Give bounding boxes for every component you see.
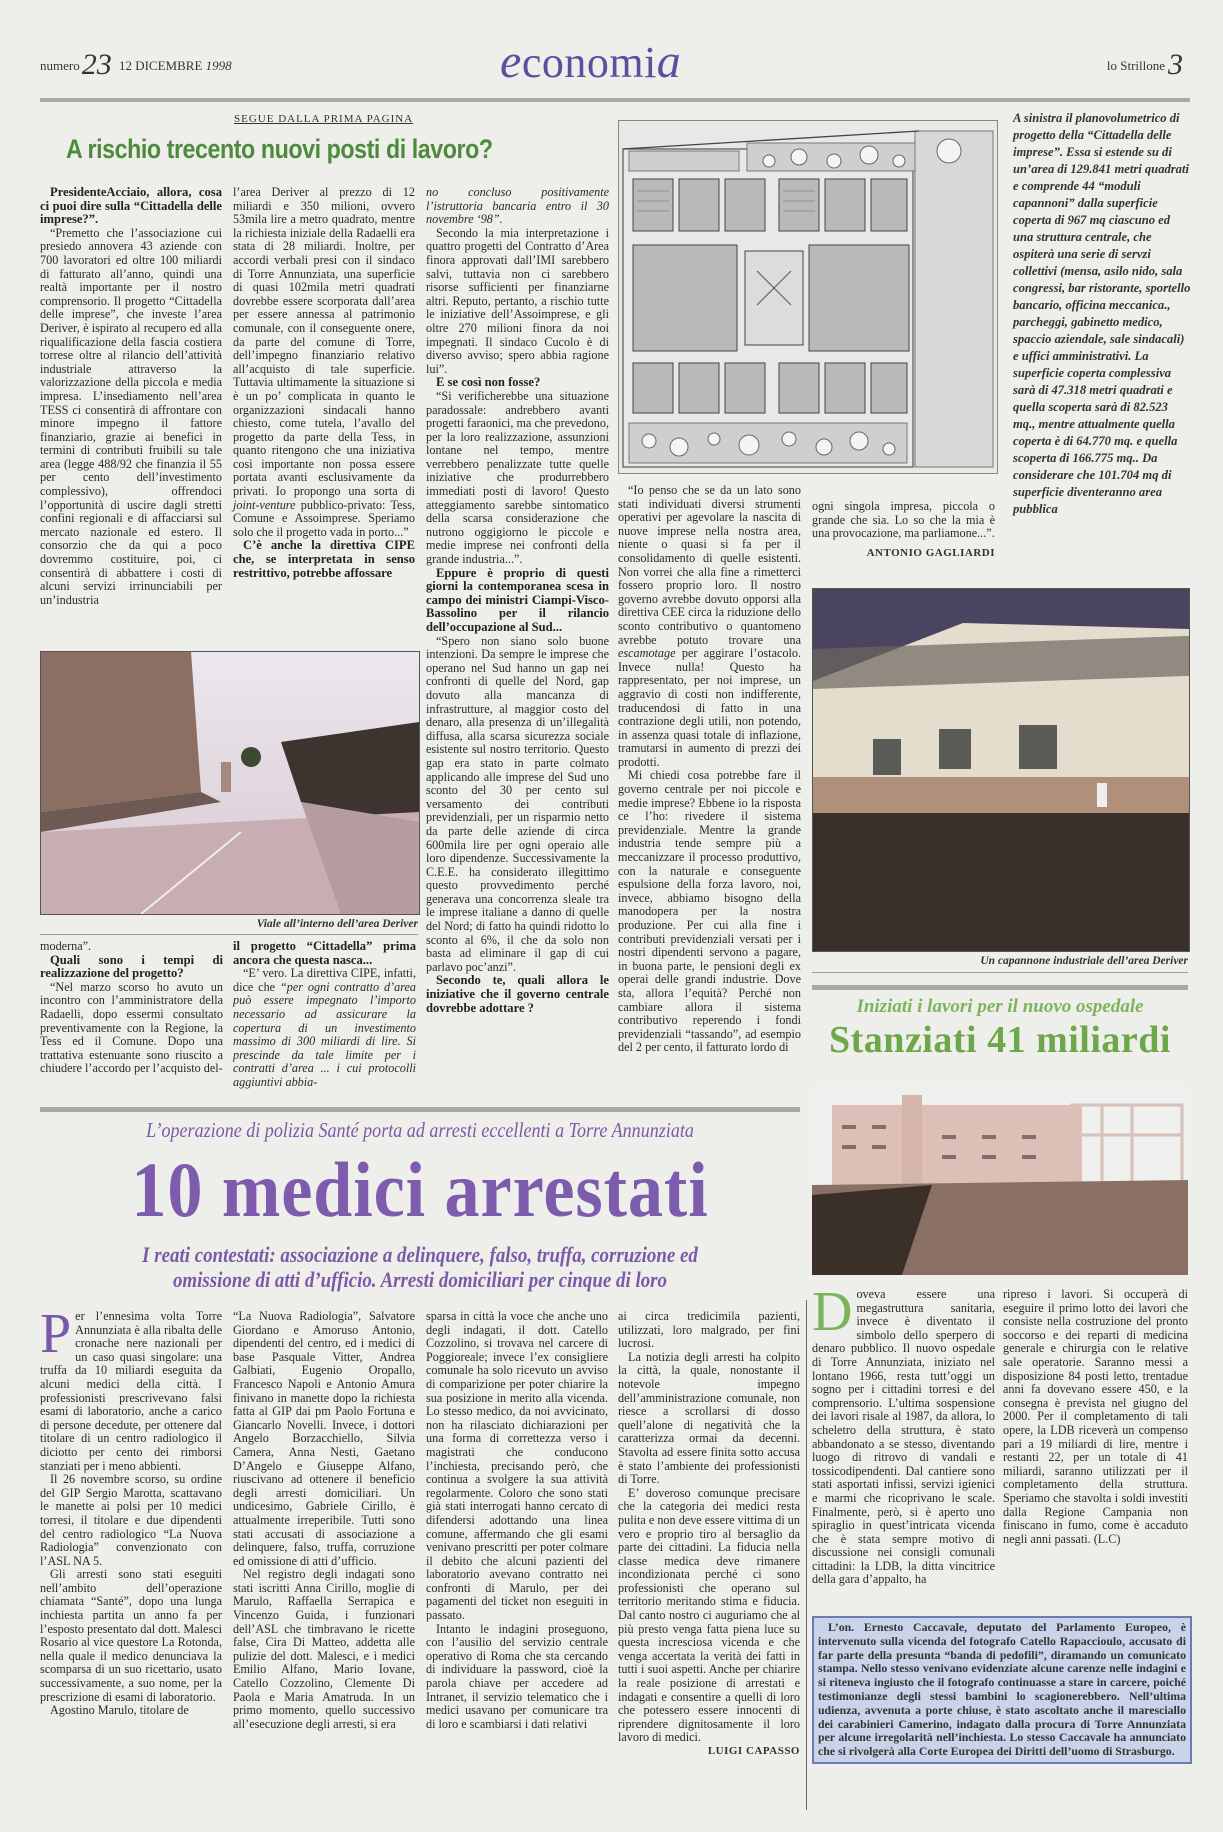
article2-col1 bbox=[40, 1303, 222, 1718]
text: oveva essere una megastruttura sanitaria, invece è diventato il simbolo dello sperpero di denaro pubblico. Il nuovo ospedale di Torre Annunziata, iniziato nel lontano 1966, resta tutt’oggi un sogno per i cittadini torresi e del comprensorio. L’ultima sospensione dei lavori risale al 1987, da allora, lo scheletro della struttura, è stato abbandonato a se stesso, diventando luogo di ritrovo di vandali e tossicodipendenti. Dal cantiere sono stati asportati infissi, servizi igienici e marmi che ricoprivano le scale. Finalmente, però, si è aperto uno spiraglio in quest’intricata vicenda che è stata sempre motivo di discussione nei consigli comunali cittadini: la LDB, la ditta vincitrice della gara d’appalto, ha bbox=[812, 1287, 995, 1587]
emphasis: joint-venture bbox=[233, 497, 296, 512]
text: “E’ vero. La direttiva CIPE, infatti, dice che bbox=[233, 966, 416, 994]
section-title-last: a bbox=[656, 35, 682, 88]
article3-rule bbox=[812, 985, 1188, 990]
paragraph: ogni singola impresa, piccola o grande che sia. Lo so che la mia è una provocazione, ma parliamone...”. bbox=[812, 499, 995, 541]
section-title bbox=[500, 34, 681, 89]
issue-year: 1998 bbox=[205, 58, 232, 73]
paragraph: sparsa in città la voce che anche uno degli indagati, il dott. Catello Cozzolino, si trovava nel carcere di Poggioreale; invece l’ex consigliere comunale ha solo ricevuto un avviso di comparizione per poter chiarire la sua posizione in merito alla vicenda. Lo stesso medico, da noi avvicinato, non ha rilasciato dichiarazioni per una forma di correttezza verso i magistrati che conducono l’inchiesta, precisando però, che continua a svolgere la sua attività regolarmente. Coloro che sono stati già stati interrogati hanno cercato di difendersi adottando una linea comune, affermando che gli esami venivano prescritti per poter colmare il debito che alcuni pazienti del laboratorio avevano contratto nei confronti di Marulo, per dei pagamenti del ticket non eseguiti in passato. bbox=[426, 1309, 608, 1623]
paragraph: Gli arresti sono stati eseguiti nell’ambito dell’operazione chiamata “Santé”, dopo una lunga inchiesta partita un anno fa per l’esposto presentato dal dott. Malesci Rosario al vice questore La Rotonda, nella quale il medico denunciava la scomparsa di un suo ricettario, usato successivamente, a suo nome, per la prescrizione di esami di laboratorio. bbox=[40, 1567, 222, 1704]
paragraph bbox=[233, 186, 415, 539]
photo1-caption: Viale all’interno dell’area Deriver bbox=[256, 918, 418, 930]
paragraph bbox=[233, 967, 416, 1089]
text: per aggirare l’ostacolo. Invece nulla! Questo ha rappresentato, per noi imprese, un aggravio di costi non indifferente, traducendosi di fatto in una contrazione degli utili, non potendo, in assenza quasi totale di inflazione, tramutarsi in aumento di prezzi dei prodotti. bbox=[618, 646, 802, 769]
issue-info bbox=[40, 48, 232, 82]
article1-col3 bbox=[426, 186, 609, 1015]
caption-rule bbox=[812, 972, 1188, 973]
byline: LUIGI CAPASSO bbox=[707, 1745, 800, 1757]
emphasis: “per ogni contratto d’area può essere impegnato l’importo necessario ad assicurare la copertura di un investimento massimo di 300 miliardi di lire. Si prescinde da tale limite per i contratti d’area ... i cui protocolli aggiuntivi abbia- bbox=[233, 979, 417, 1089]
paragraph: “Nel marzo scorso ho avuto un incontro con l’amministratore della Radaelli, dopo essermi consultato preventivamente con la Regione, la Tess ed il Comune. Dopo una trattativa estenuante sono riuscito a chiudere l’accordo per l’acquisto del- bbox=[40, 979, 223, 1076]
paragraph: “La Nuova Radiologia”, Salvatore Giordano e Amoruso Antonio, dipendenti del centro, ed i medici di base Pasquale Vitter, Andrea Galbiati, Eugenio Oropallo, Francesco Napoli e Antonio Amura finivano in manette dopo la richiesta fatta al GIP dai pm Paolo Fortuna e Giancarlo Novelli. Invece, i dottori Angelo Borzacchiello, Silvia Camera, Anna Nesti, Gaetano D’Angelo e Giuseppe Alfano, riuscivano ad ottenere il beneficio degli arresti domiciliari. Un undicesimo, Gabriele Cirillo, è attualmente irreperibile. Tutti sono stati accusati di associazione a delinquere, falso, truffa, corruzione ed omissione di atti d’ufficio. bbox=[233, 1309, 415, 1568]
photo-hospital-image bbox=[812, 1085, 1188, 1275]
paragraph: ai circa tredicimila pazienti, utilizzati, loro malgrado, per fini lucrosi. bbox=[618, 1309, 800, 1351]
paragraph: “Si verificherebbe una situazione paradossale: andrebbero avanti progetti faraonici, ma che prevedono, per la loro realizzazione, assunzioni lontane nel tempo, mentre verrebbero penalizzate tutte quelle iniziative che produrrebbero immediati posti di lavoro! Questo atteggiamento sarebbe sintomatico della scarsa considerazione che nutrono oggigiorno le piccole e medie imprese nei confronti della grande industria...”. bbox=[426, 388, 609, 567]
interview-question: PresidenteAcciaio, allora, cosa ci puoi dire sulla “Cittadella delle imprese?”. bbox=[40, 185, 222, 227]
paragraph: Mi chiedi cosa potrebbe fare il governo centrale per noi piccole e medie imprese? Ebbene io la risposta ce l’ho: rivedere il sistema previdenziale. Mentre la grande industria tende sempre più a meccanizzare il processo produttivo, con la naturale e conseguente espulsione della forza lavoro, noi, invece, abbiamo bisogno della manodopera per la nostra produzione. Per cui alla fine i contributi previdenziali versati per i nostri dipendenti servono a pagare, in buona parte, le pensioni degli ex operai delle grandi industrie. Dove sta, allora l’equità? Perché non cambiare allora il sistema contributivo reperendo i fondi previdenziali “tassando”, ad esempio del 2 per cento, il fatturato lordo di bbox=[618, 768, 801, 1055]
paragraph: Intanto le indagini proseguono, con l’ausilio del servizio centrale operativo di Roma che sta cercando di individuare la password, cioè la parola chiave per accedere ad Intranet, il servizio telematico che i medici usavano per comunicare tra di loro e scambiarsi i dati relativi bbox=[426, 1621, 608, 1731]
article1-headline: A rischio trecento nuovi posti di lavoro? bbox=[66, 134, 493, 164]
article3-headline: Stanziati 41 miliardi bbox=[829, 1019, 1171, 1061]
paper-info bbox=[1107, 48, 1183, 82]
article2-subheadline: I reati contestati: associazione a delinquere, falso, truffa, corruzione ed omissione di atti d’ufficio. Arresti domiciliari per cinque di loro bbox=[142, 1242, 698, 1292]
text: l’area Deriver al prezzo di 12 miliardi e 350 milioni, ovvero 53mila lire a metro quadrato, mentre la richiesta iniziale della Radaelli era stata di 28 miliardi. Inoltre, per accordi verbali presi con il sindaco di Torre Annunziata, una superficie di quasi 102mila metri quadrati dovrebbe essere scorporata dall’area per essere annessa al patrimonio comunale, con il conseguente onere, da parte del comune di Torre, dell’impegno finanziario relativo all’acquisto di tale superficie. Tuttavia ultimamente la situazione si è un po’ complicata in quanto le organizzazioni sindacali hanno chiesto, come tutela, l’avallo del progetto da parte della Tess, in quanto ritengono che una iniziativa così importante non possa essere portata avanti esclusivamente da privati. Io propongo una sorta di bbox=[233, 185, 415, 499]
caption-rule bbox=[40, 934, 418, 935]
text: er l’ennesima volta Torre Annunziata è alla ribalta delle cronache nere nazionali per un caso quasi singolare: una truffa da 10 miliardi eseguita da alcuni medici della città. I professionisti prescrivevano falsi esami di laboratorio, anche a carico di persone decedute, per ottenere dal titolare di un centro radiologico il diciotto per cento dei rimborsi stanziati per i meno abbienti. bbox=[40, 1309, 222, 1473]
interview-question: Secondo te, quali allora le iniziative che il governo centrale dovrebbe adottare ? bbox=[426, 973, 609, 1015]
photo-industrial-shed-image bbox=[813, 589, 1189, 951]
header-rule bbox=[40, 98, 1190, 102]
paragraph: ripreso i lavori. Si occuperà di eseguire il primo lotto dei lavori che consiste nella costruzione del pronto soccorso e dei reparti di medicina generale e chirurgia con le relative sale operatorie. Saranno messi a disposizione 84 posti letto, trentadue anni fa dovevano essere 450, e la consegna è prevista nel giugno del 2000. Per il completamento di tali opere, la LDB riceverà un compenso pari a 19 miliardi di lire, mentre i restanti 22, per un totale di 41 miliardi, saranno utilizzati per il completamento della struttura. Speriamo che stavolta i soldi investiti dalla Regione Campania non finiscano in fumo, come è accaduto negli anni passati. (L.C) bbox=[1003, 1287, 1188, 1546]
paragraph: moderna”. bbox=[40, 939, 92, 953]
issue-number: 23 bbox=[81, 48, 112, 81]
article1-col2 bbox=[233, 186, 415, 580]
issue-date: 12 DICEMBRE bbox=[118, 58, 203, 73]
paragraph: La notizia degli arresti ha colpito la città, la quale, nonostante il notevole impegno dell’amministrazione comunale, non riesce a scrollarsi di dosso quell’alone di negatività che la caratterizza ormai da decenni. Stavolta ad essere finita sotto accusa è stato l’ambiente dei professionisti di Torre. bbox=[618, 1349, 800, 1487]
article2-col3 bbox=[426, 1310, 608, 1731]
interview-question: E se così non fosse? bbox=[436, 375, 541, 390]
emphasis: no concluso positivamente l’istruttoria bancaria entro il 30 novembre ‘98”. bbox=[426, 185, 609, 227]
page-number: 3 bbox=[1168, 48, 1183, 81]
dropcap: P bbox=[40, 1303, 72, 1365]
article1-col4 bbox=[618, 484, 801, 1055]
article2-headline: 10 medici arrestati bbox=[131, 1146, 709, 1233]
article2-kicker: L’operazione di polizia Santé porta ad arresti eccellenti a Torre Annunziata bbox=[146, 1118, 694, 1142]
paper-name: lo Strillone bbox=[1106, 58, 1165, 73]
interview-question: Quali sono i tempi di realizzazione del progetto? bbox=[40, 952, 223, 981]
interview-question: il progetto “Cittadella” prima ancora che questa nasca... bbox=[233, 939, 416, 967]
section-title-first: e bbox=[500, 35, 522, 88]
article1-kicker: SEGUE DALLA PRIMA PAGINA bbox=[234, 113, 414, 125]
photo-deriver-avenue-image bbox=[41, 652, 419, 914]
paragraph bbox=[812, 1281, 995, 1587]
article3-col2 bbox=[1003, 1288, 1188, 1546]
article1-bottom-col2 bbox=[233, 940, 416, 1090]
column-divider bbox=[806, 1300, 807, 1810]
article3-col1 bbox=[812, 1281, 995, 1587]
paragraph bbox=[618, 484, 801, 769]
text: pubblico-privato: Tess, Comune e Assoimprese. Speriamo solo che il progetto vada in porto...” bbox=[233, 497, 415, 539]
article2-col2 bbox=[233, 1310, 415, 1731]
article3-kicker: Iniziati i lavori per il nuovo ospedale bbox=[856, 996, 1144, 1017]
paragraph: “Premetto che l’associazione cui presiedo annovera 43 aziende con 700 lavoratori ed oltre 100 miliardi di fatturato all’anno, quindi una realtà importante per il nostro comprensorio. Il progetto “Cittadella delle imprese”, che investe l’area Deriver, è ispirato al recupero ed alla riqualificazione della fascia costiera torrese oltre al rilancio dell’attività industriale attraverso la valorizzazione della piccola e media impresa. L’insediamento nell’area TESS ci consentirà di affrontare con minore impegno il fattore finanziario, grazie ai benefici in termini di contributi fruibili su tale area (legge 488/92 che finanzia il 55 per cento dell’investimento complessivo), offrendoci l’opportunità di uscire dagli stretti confini regionali e di affacciarsi sul mercato nazionale ed estero. Il consorzio che da qui a poco dovremmo costituire, poi, ci consentirà di abbattere i costi di alcuni servizi irrinunciabili per un’industria bbox=[40, 225, 222, 607]
article2-col4 bbox=[618, 1310, 800, 1759]
boxed-note bbox=[812, 1616, 1192, 1764]
site-plan-drawing bbox=[618, 120, 998, 474]
boxed-note-text: L’on. Ernesto Caccavale, deputato del Parlamento Europeo, è intervenuto sulla vicenda del fotografo Catello Rapaccioulo, accusato di far parte della presunta “banda di pedofili”, diramando un comunicato stampa. Nello stesso venivano evidenziate alcune carenze nelle indagini e si riteneva ingiusto che il fotografo continuasse a stare in carcere, poiché testimonianze degli stessi bambini lo scagionerebbero. Nell’ultima udienza, avvenuta a porte chiuse, è stato ascoltato anche il maresciallo dei carabinieri Camerino, indagato dalla procura di Torre Annunziata per alcune irregolarità nell’inchiesta. Lo stesso Caccavale ha annunciato che si rivolgerà alla Corte Europea dei Diritti dell’uomo di Strasburgo. bbox=[818, 1620, 1186, 1759]
paragraph bbox=[40, 1303, 222, 1473]
photo-hospital bbox=[812, 1085, 1188, 1275]
dropcap: D bbox=[812, 1281, 853, 1343]
article1-col1 bbox=[40, 186, 222, 607]
issue-label: numero bbox=[40, 58, 80, 73]
site-plan-svg bbox=[619, 121, 997, 473]
paragraph: E’ doveroso comunque precisare che la categoria dei medici resta pulita e non deve essere vittima di un vero e proprio tiro al bersaglio da parte dei cittadini. La fiducia nella classe medica deve rimanere incondizionata perché ci sono professionisti che operano sul territorio meritando stima e fiducia. Dal canto nostro ci auguriamo che al più presto venga fatta piena luce su questa incresciosa vicenda e che venga accertata la verità dei fatti in tutti i suoi aspetti. Anche per chiarire la reale posizione di arrestati e indagati e consentire a quelli di loro che potessero essere innocenti di riprendere dignitosamente il loro lavoro di medici. bbox=[618, 1485, 800, 1745]
text: “Io penso che se da un lato sono stati individuati diversi strumenti operativi per agevolare la nascita di nuove imprese nella nostra area, niente o quasi si fa per il consolidamento di quelle esistenti. Non vorrei che alla fine a rimetterci fossero proprio loro. Il nostro governo avrebbe dovuto opporsi alla direttiva CEE circa la riduzione dello sconto contributivo o quantomeno avrebbe potuto trovare una bbox=[618, 483, 801, 647]
paragraph bbox=[426, 186, 609, 227]
photo-industrial-shed bbox=[812, 588, 1190, 952]
article1-bottom-col1 bbox=[40, 940, 223, 1076]
emphasis: escamotage bbox=[618, 646, 676, 661]
paragraph: Nel registro degli indagati sono stati iscritti Anna Cirillo, moglie di Marulo, Raffaella Serrapica e Vincenzo Guida, i funzionari dell’ASL che timbravano le ricette false, Cira Di Matteo, addetta alle pulizie del dott. Malesci, e i medici Emilio Alfano, Mario Iovane, Catello Cozzolino, Clemente Di Paola e Maria Amatruda. In un primo momento, quello successivo all’esecuzione degli arresti, si era bbox=[233, 1567, 415, 1731]
byline: ANTONIO GAGLIARDI bbox=[866, 546, 995, 559]
paragraph: Agostino Marulo, titolare de bbox=[50, 1703, 189, 1718]
interview-question: Eppure è proprio di questi giorni la contemporanea scesa in campo dei ministri Ciampi-Visco-Bassolino per il rilancio dell’occupazione al Sud... bbox=[426, 565, 609, 634]
photo2-caption: Un capannone industriale dell’area Deriver bbox=[980, 955, 1188, 967]
interview-question: C’è anche la direttiva CIPE che, se interpretata in senso restrittivo, potrebbe affossare bbox=[233, 538, 415, 580]
paragraph: “Spero non siano solo buone intenzioni. Da sempre le imprese che operano nel Sud hanno un gap nei confronti di quelle del Nord, gap dovuto alla mancanza di infrastrutture, al maggior costo del denaro, alla presenza di un’illegalità diffusa, alla scarsa sicurezza sociale esistente sul nostro territorio. Questo gap era stato in parte colmato applicando alle imprese del Sud uno sconto del 30 per cento sul versamento dei contributi previdenziali, per un risparmio netto da parte delle aziende di circa 600mila lire per ogni operaio alle loro dipendenze. Successivamente la C.E.E. ha considerato illegittimo questo provvedimento perché generava una concorrenza sleale tra le imprese italiane a danno di quelle del Nord; di fatto ha quindi ridotto lo sconto al 6%, il che da solo non basta ad eliminare il gap di cui parlavo poc’anzi”. bbox=[426, 633, 609, 974]
paragraph: Secondo la mia interpretazione i quattro progetti del Contratto d’Area finora approvati dall’IMI sarebbero salvi, tuttavia non ci sarebbero risorse sufficienti per finanziarne altri. Reputo, pertanto, a rischio tutte le iniziative dell’Assoimprese, e gli oltre 270 milioni finora da noi impegnati. Il sindaco Cucolo è di diverso avviso; spero abbia ragione lui”. bbox=[426, 225, 609, 376]
photo-deriver-avenue bbox=[40, 651, 420, 915]
article2-rule bbox=[40, 1107, 800, 1112]
site-plan-caption: A sinistra il planovolumetrico di progetto della “Cittadella delle imprese”. Essa si estende su di un’area di 129.841 metri quadrati e comprende 44 “moduli capannoni” dalla superficie coperta di 967 mq ciascuno ed una struttura centrale, che ospiterà una serie di servzi collettivi (mensa, asilo nido, sala congressi, bar ristorante, sportello bancario, officina meccanica., parcheggi, gabinetto medico, spaccio aziendale, sale sindacali) e uffici amministrativi. La superficie coperta complessiva sarà di 47.318 metri quadrati e quella scoperta sarà di 82.523 mq., mentre attualmente quella coperta è di 64.770 mq. e quella scoperta di 166.775 mq.. Da considerare che 101.704 mq di superficie diventeranno area pubblica bbox=[1013, 111, 1191, 516]
section-title-middle: conomi bbox=[521, 38, 657, 87]
paragraph: Il 26 novembre scorso, su ordine del GIP Sergio Marotta, scattavano le manette ai polsi per 10 medici torresi, il titolare e due dipendenti del centro radiologico “La Nuova Radiologia” convenzionato con l’ASL NA 5. bbox=[40, 1472, 222, 1568]
article1-col5 bbox=[812, 500, 995, 560]
